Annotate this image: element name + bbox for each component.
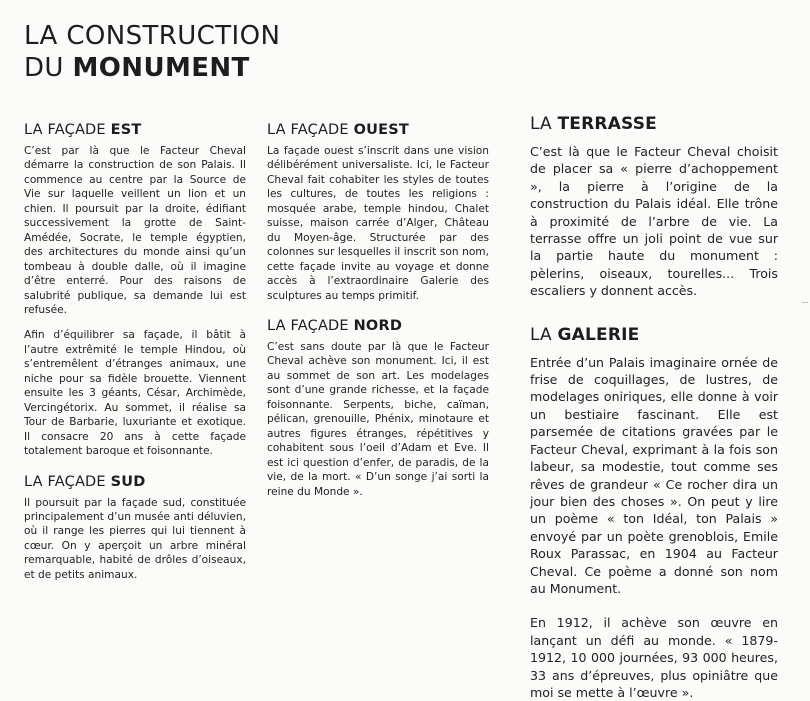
section-paragraph: C’est par là que le Facteur Cheval démarre la construction de son Palais. Il commence au centre par la Source de Vie sur laquelle veillent un lion et un chien. Il poursuit par la droite, édifiant successivement la grotte de Saint-Amédée, Socrate, le temple égyptien, des architectures du monde ainsi qu’un tombeau à double dalle, où il imagine d’être enterré. Pour des raisons de salubrité publique, sa demande lui est refusée. xyxy=(24,145,246,316)
section-paragraph: La façade ouest s’inscrit dans une vision délibérément universaliste. Ici, le Facteur Cheval fait cohabiter les styles de toutes les cultures, de toutes les religions : mosquée arabe, temple hindou, Chalet suisse, maison carrée d’Alger, Château du Moyen-âge. Structurée par des colonnes sur lesquelles il inscrit son nom, cette façade invite au voyage et donne accès à l’extraordinaire Galerie des sculptures au temps primitif. xyxy=(267,145,489,302)
section-galerie xyxy=(530,324,778,701)
section-heading-terrasse xyxy=(530,113,778,135)
section-facade-est xyxy=(24,121,246,459)
heading-prefix: LA FAÇADE xyxy=(267,317,354,334)
section-paragraph: Il poursuit par la façade sud, constituée principalement d’un musée anti déluvien, où il range les pierres qui lui tiennent à cœur. On y aperçoit un arbre minéral remarquable, habité de drôles d’oiseaux, et de petits animaux. xyxy=(24,496,246,581)
section-facade-ouest xyxy=(267,121,489,303)
section-paragraph: C’est là que le Facteur Cheval choisit de placer sa « pierre d’achoppement », la pierre à l’origine de la construction du Palais idéal. Elle trône à proximité de l’arbre de vie. La terrasse offre un joli point de vue sur la partie haute du monument : pèlerins, oiseaux, tourelles... Trois escaliers y donnent accès. xyxy=(530,144,778,299)
title-line-2-bold: MONUMENT xyxy=(72,53,250,83)
title-line-2-prefix: DU xyxy=(24,53,73,83)
heading-bold: SUD xyxy=(110,473,146,490)
section-paragraph: En 1912, il achève son œuvre en lançant un défi au monde. « 1879-1912, 10 000 journées, 93 000 heures, 33 ans d’épreuves, plus opiniâtre que moi se mette à l’œuvre ». xyxy=(530,615,778,700)
section-heading-sud xyxy=(24,473,246,491)
heading-bold: GALERIE xyxy=(557,324,640,345)
section-paragraph: Entrée d’un Palais imaginaire ornée de frise de coquillages, de lustres, de modelages oniriques, elle donne à voir un bestiaire fascinant. Elle est parsemée de citations gravées par le Facteur Cheval, exprimant à la fois son labeur, sa modestie, tout comme ses rêves de grandeur « Ce rocher dira un jour bien des choses ». On peut y lire un poème « ton Idéal, ton Palais » envoyé par un poète grenoblois, Emile Roux Parassac, en 1904 au Facteur Cheval. Ce poème a donné son nom au Monument. xyxy=(530,354,778,596)
column-left xyxy=(24,121,246,582)
heading-prefix: LA FAÇADE xyxy=(267,122,354,138)
title-line-1: LA CONSTRUCTION xyxy=(24,21,281,51)
margin-mark xyxy=(802,302,808,303)
column-right xyxy=(530,113,778,701)
heading-prefix: LA FAÇADE xyxy=(24,473,111,490)
section-heading-ouest xyxy=(267,121,489,139)
section-heading-est xyxy=(24,121,246,139)
heading-prefix: LA FAÇADE xyxy=(24,122,111,138)
section-heading-nord xyxy=(267,317,489,335)
heading-bold: OUEST xyxy=(353,122,409,138)
section-paragraph: C’est sans doute par là que le Facteur Cheval achève son monument. Ici, il est au sommet de son art. Les modelages sont d’une grande richesse, et la façade foisonnante. Serpents, biche, caïman, pélican, grenouille, Phénix, minotaure et autres figures étranges, répétitives y cohabitent sous l’oeil d’Adam et Eve. Il est ici question d’enfer, de paradis, de la vie, de la mort. « D’un songe j’ai sorti la reine du Monde ». xyxy=(267,340,489,498)
section-heading-galerie xyxy=(530,324,778,346)
heading-bold: EST xyxy=(110,122,142,138)
page-title xyxy=(24,20,280,84)
heading-bold: NORD xyxy=(353,317,403,334)
heading-prefix: LA xyxy=(530,114,558,134)
section-paragraph: Afin d’équilibrer sa façade, il bâtit à l’autre extrêmité le temple Hindou, où s’entremêlent d’étranges animaux, une niche pour sa fidèle brouette. Viennent ensuite les 3 géants, César, Archimède, Vercingétorix. Au sommet, il réalise sa Tour de Barbarie, luxuriante et exotique. Il consacre 20 ans à cette façade totalement baroque et foisonnante. xyxy=(24,329,246,458)
section-facade-sud xyxy=(24,473,246,583)
section-facade-nord xyxy=(267,317,489,499)
column-middle xyxy=(267,121,489,499)
section-terrasse xyxy=(530,113,778,300)
heading-prefix: LA xyxy=(530,324,558,345)
heading-bold: TERRASSE xyxy=(557,114,657,134)
